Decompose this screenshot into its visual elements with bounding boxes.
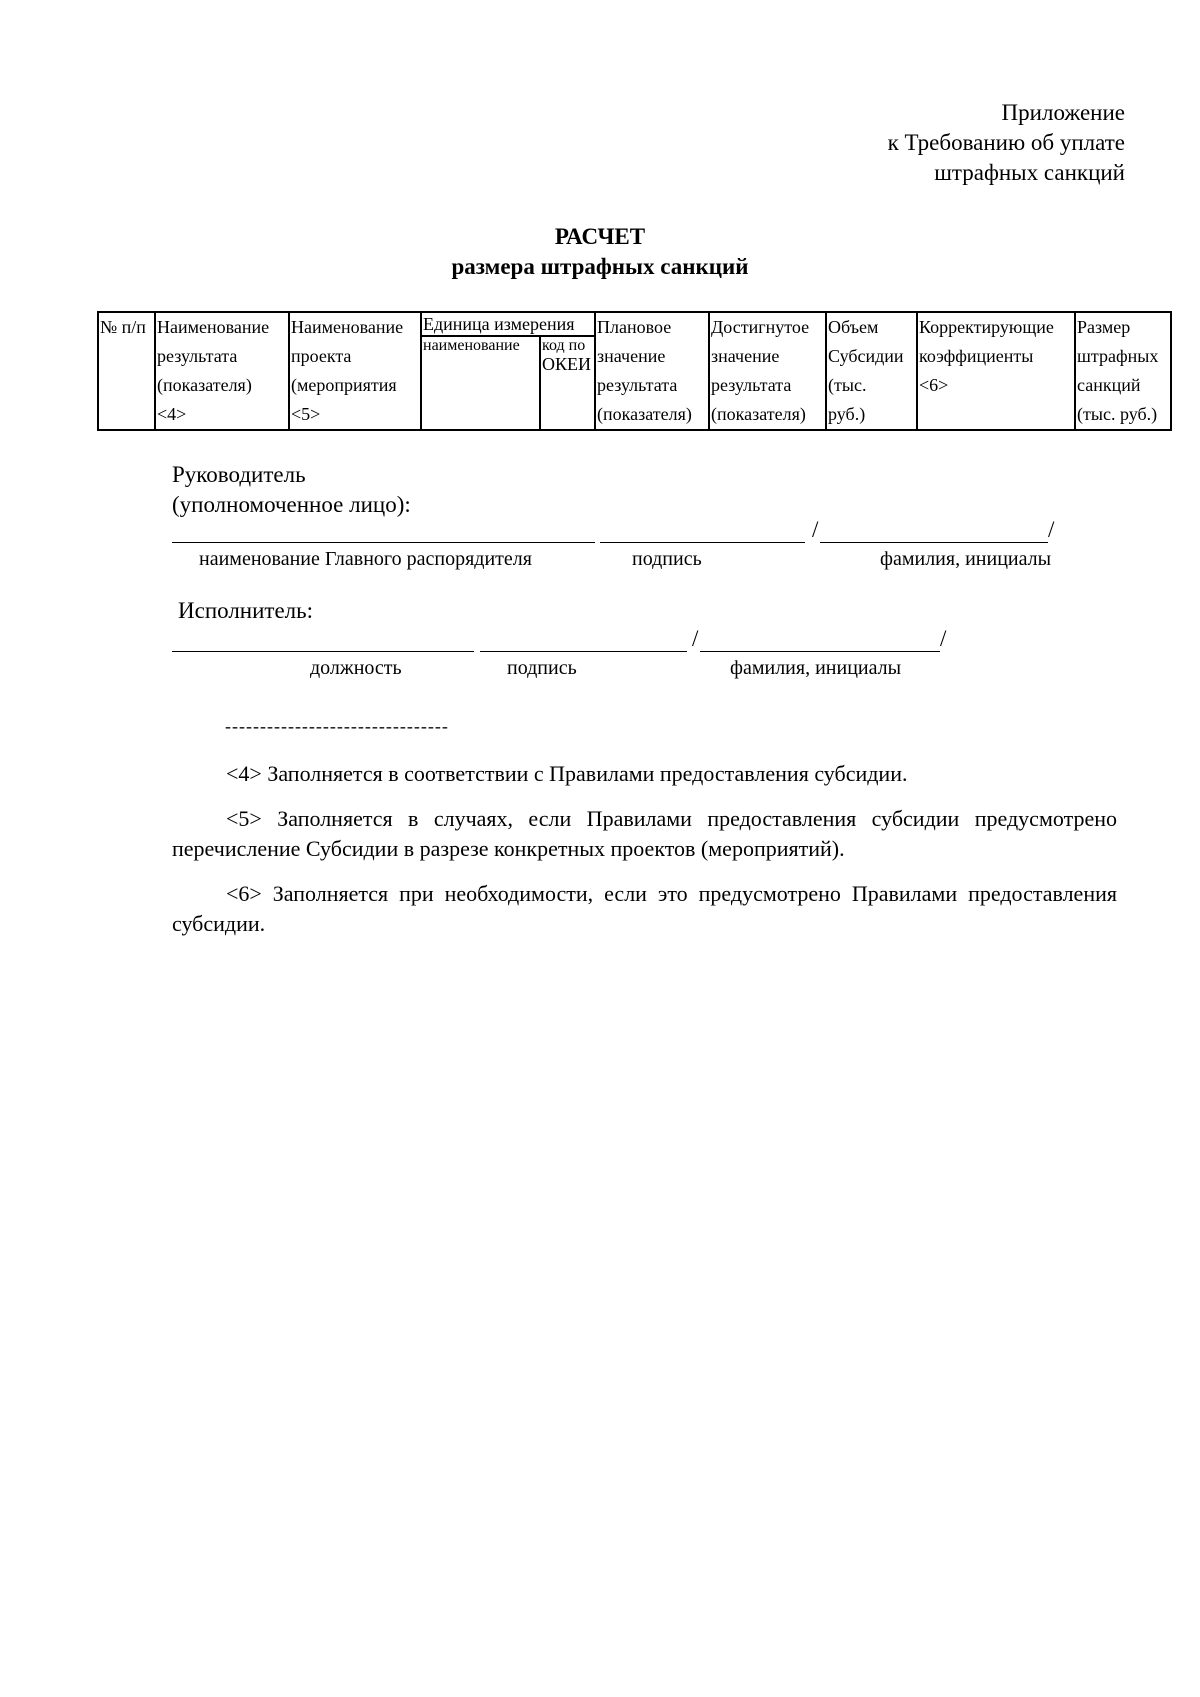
header-unit-name: наименование	[421, 336, 540, 430]
header-correction-coefficients: Корректирующие коэффициенты <6>	[917, 312, 1075, 430]
header-achieved-value: Достигнутое значение результата (показателя)	[709, 312, 826, 430]
title-line-1: РАСЧЕТ	[554, 224, 646, 249]
head-signature-line	[600, 542, 805, 543]
appendix-line-2: к Требованию об уплате	[887, 130, 1125, 155]
executor-label: Исполнитель:	[178, 598, 314, 623]
executor-signature-line	[480, 651, 687, 652]
document-title	[0, 222, 1200, 282]
head-label: Руководитель (уполномоченное лицо):	[172, 462, 411, 517]
head-name-line	[820, 542, 1048, 543]
footnote-separator: --------------------------------	[225, 716, 449, 736]
header-number: № п/п	[98, 312, 155, 430]
appendix-header	[625, 98, 1125, 188]
caption-full-name: фамилия, инициалы	[730, 657, 902, 679]
header-result-name: Наименование результата (показателя) <4>	[155, 312, 289, 430]
footnote-4: <4> Заполняется в соответствии с Правилами предоставления субсидии.	[226, 761, 908, 786]
appendix-line-3: штрафных санкций	[934, 160, 1125, 185]
header-unit-okei-code: код по ОКЕИ	[540, 336, 595, 430]
caption-position: должность	[310, 657, 402, 679]
header-subsidy-volume: Объем Субсидии (тыс. руб.)	[826, 312, 917, 430]
caption-signature: подпись	[632, 548, 702, 570]
caption-full-name: фамилия, инициалы	[880, 548, 1052, 570]
position-line	[172, 651, 474, 652]
slash: /	[1048, 517, 1055, 542]
org-name-line	[172, 542, 595, 543]
slash: /	[940, 626, 947, 651]
header-penalty-size: Размер штрафных санкций (тыс. руб.)	[1075, 312, 1171, 430]
header-plan-value: Плановое значение результата (показателя)	[595, 312, 709, 430]
executor-name-line	[700, 651, 940, 652]
footnote-5: <5> Заполняется в случаях, если Правилами предоставления субсидии предусмотрено перечисление Субсидии в разрезе конкретных проектов (мероприятий).	[172, 806, 1117, 861]
footnote-6: <6> Заполняется при необходимости, если это предусмотрено Правилами предоставления субсидии.	[172, 881, 1117, 936]
slash: /	[692, 626, 699, 651]
title-line-2: размера штрафных санкций	[451, 254, 749, 279]
appendix-line-1: Приложение	[1001, 100, 1125, 125]
penalty-calculation-table	[97, 311, 1172, 431]
header-project-name: Наименование проекта (мероприятия <5>	[289, 312, 421, 430]
slash: /	[812, 517, 819, 542]
caption-org-name: наименование Главного распорядителя	[199, 548, 532, 570]
caption-signature: подпись	[507, 657, 577, 679]
header-unit: Единица измерения	[421, 312, 595, 336]
